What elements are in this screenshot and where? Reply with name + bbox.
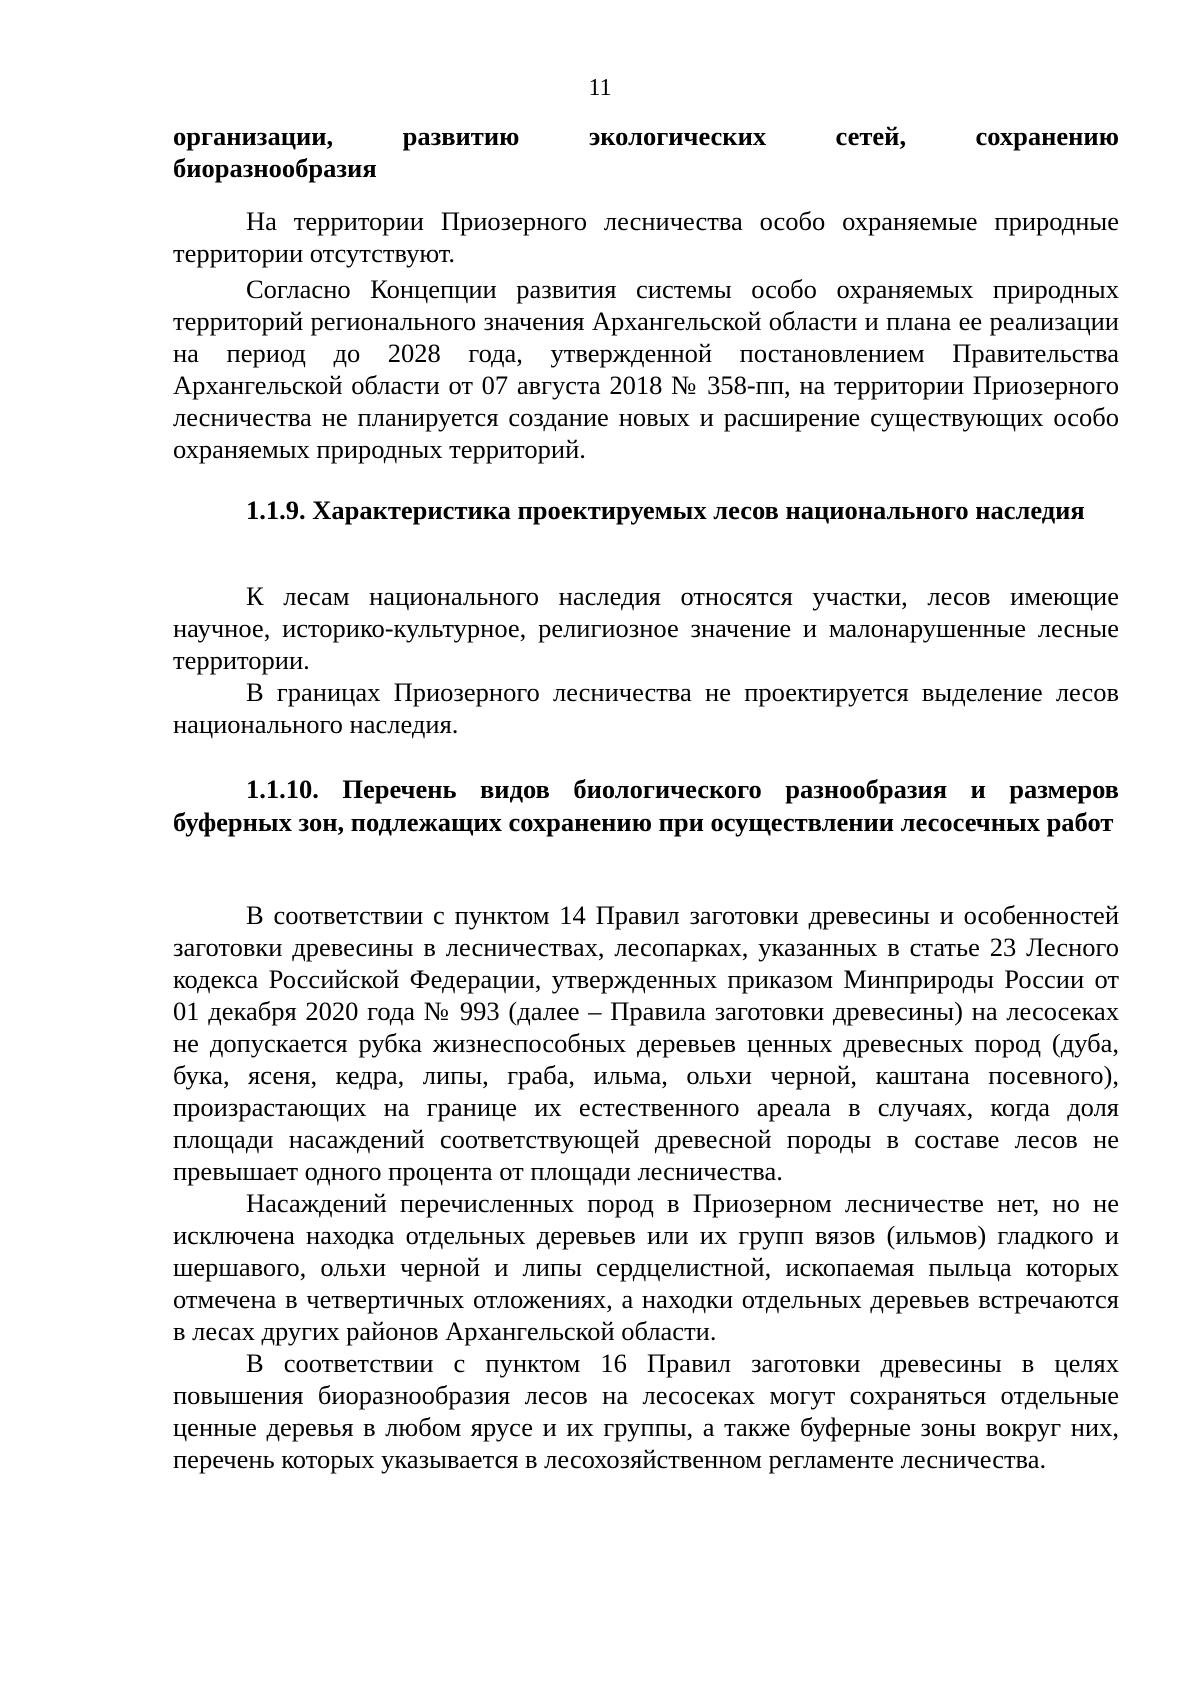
section-heading-continuation	[173, 120, 1119, 184]
section-heading-1-1-9	[173, 494, 1119, 526]
heading-1-1-10: 1.1.10. Перечень видов биологического разнообразия и размеров буферных зон, подлежащих сохранению при осуществлении лесосечных работ	[173, 774, 1119, 837]
paragraph-protected-absent: На территории Приозерного лесничества особо охраняемые природные территории отсутствуют.	[173, 206, 1119, 268]
heading-cont-line1	[173, 120, 1119, 152]
heading-1-1-9: 1.1.9. Характеристика проектируемых лесов национального наследия	[246, 495, 1085, 525]
heading-word: экологических	[588, 121, 767, 151]
paragraph-heritage-definition: К лесам национального наследия относятся участки, лесов имеющие научное, историко-культурное, религиозное значение и малонарушенные лесные территории.	[173, 581, 1119, 675]
page-number: 11	[588, 75, 612, 101]
heading-word: организации,	[173, 121, 334, 151]
paragraph-concept: Согласно Концепции развития системы особо охраняемых природных территорий регионального значения Архангельской области и плана ее реализации на период до 2028 года, утвержденной постановлением Правительства Архангельской области от 07 августа 2018 № 358-пп, на территории Приозерного лесничества не планируется создание новых и расширение существующих особо охраняемых природных территорий.	[173, 274, 1119, 464]
heading-word: сетей,	[835, 121, 907, 151]
section-heading-1-1-10	[173, 773, 1119, 839]
heading-word: развитию	[402, 121, 520, 151]
heading-word: сохранению	[975, 121, 1119, 151]
paragraph-rule-14: В соответствии с пунктом 14 Правил заготовки древесины и особенностей заготовки древесины в лесничествах, лесопарках, указанных в статье 23 Лесного кодекса Российской Федерации, утвержденных приказом Минприроды России от 01 декабря 2020 года № 993 (далее – Правила заготовки древесины) на лесосеках не допускается рубка жизнеспособных деревьев ценных древесных пород (дуба, бука, ясеня, кедра, липы, граба, ильма, ольхи черной, каштана посевного), произрастающих на границе их естественного ареала в случаях, когда доля площади насаждений соответствующей древесной породы в составе лесов не превышает одного процента от площади лесничества.	[173, 900, 1119, 1186]
paragraph-heritage-none: В границах Приозерного лесничества не проектируется выделение лесов национального наследия.	[173, 677, 1119, 739]
heading-cont-line2: биоразнообразия	[173, 153, 377, 183]
paragraph-rule-16: В соответствии с пунктом 16 Правил заготовки древесины в целях повышения биоразнообразия лесов на лесосеках могут сохраняться отдельные ценные деревья в любом ярусе и их группы, а также буферные зоны вокруг них, перечень которых указывается в лесохозяйственном регламенте лесничества.	[173, 1348, 1119, 1474]
text-block-national-heritage	[173, 580, 1119, 740]
paragraph-no-plantings: Насаждений перечисленных пород в Приозерном лесничестве нет, но не исключена находка отдельных деревьев или их групп вязов (ильмов) гладкого и шершавого, ольхи черной и липы сердцелистной, ископаемая пыльца которых отмечена в четвертичных отложениях, а находки отдельных деревьев встречаются в лесах других районов Архангельской области.	[173, 1188, 1119, 1346]
text-block-protected-areas	[173, 205, 1119, 465]
text-block-biodiversity	[173, 899, 1119, 1475]
